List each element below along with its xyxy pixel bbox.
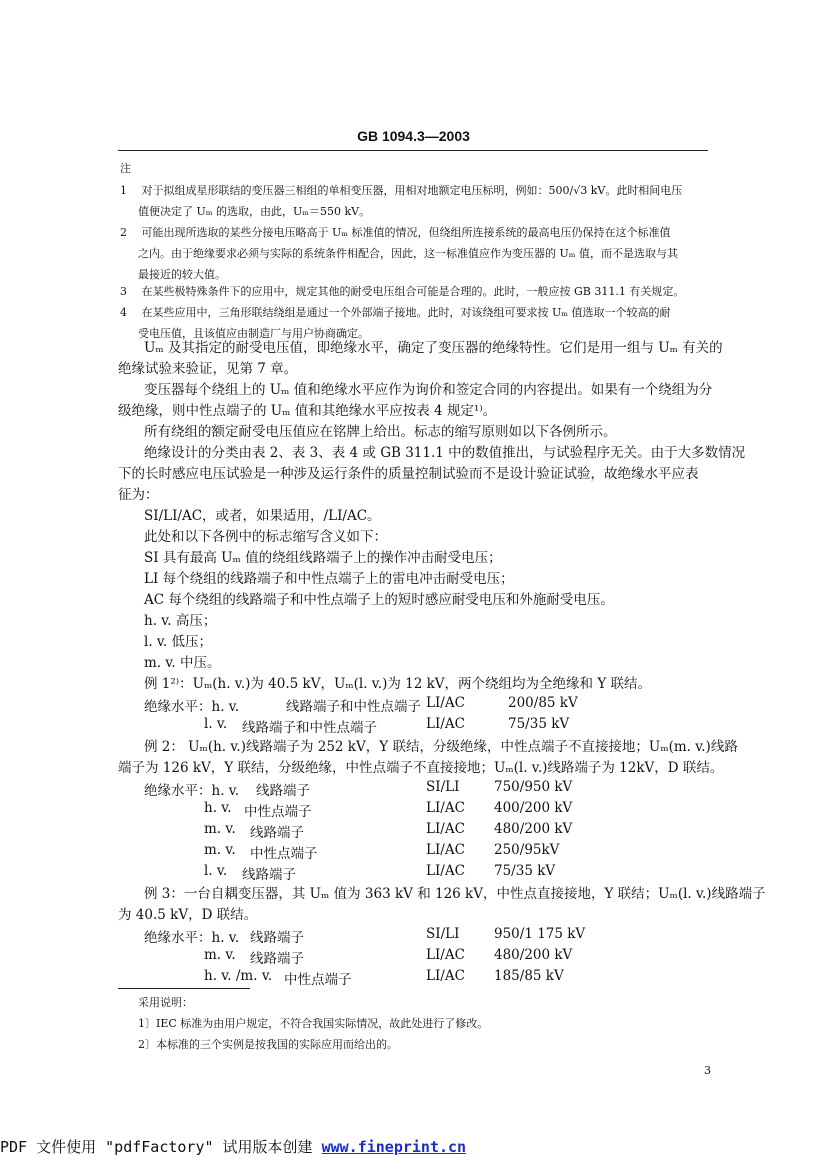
footer-link[interactable]: www.fineprint.cn bbox=[321, 1138, 467, 1156]
paragraph-3: 所有绕组的额定耐受电压值应在铭牌上给出。标志的缩写原则如以下各例所示。 bbox=[144, 424, 617, 440]
row-terminal: 线路端子和中性点端子 bbox=[286, 699, 421, 715]
note-item-3 bbox=[120, 281, 684, 302]
row-prefix: m. v. bbox=[204, 947, 236, 963]
header-rule bbox=[118, 150, 708, 151]
abbreviation-item: l. v. 低压； bbox=[144, 634, 213, 650]
row-prefix: l. v. bbox=[204, 863, 228, 879]
note-number: 1 bbox=[120, 184, 127, 197]
example-line: 端子为 126 kV，Y 联结，分级绝缘，中性点端子不直接接地；Uₘ(l. v.)线路端子为 12kV，D 联结。 bbox=[118, 760, 724, 776]
paragraph-line: 变压器每个绕组上的 Uₘ 值和绝缘水平应作为询价和签定合同的内容提出。如果有一个绕组为分 bbox=[144, 382, 713, 398]
footnote-title: 采用说明： bbox=[138, 996, 193, 1009]
row-terminal: 线路端子 bbox=[250, 825, 304, 841]
row-code: LI/AC bbox=[426, 842, 465, 858]
pdf-footer bbox=[0, 1136, 466, 1157]
row-code: LI/AC bbox=[426, 695, 465, 711]
row-terminal: 线路端子和中性点端子 bbox=[242, 720, 377, 736]
note-item-1 bbox=[120, 180, 682, 222]
example-line: 例 3：一台自耦变压器，其 Uₘ 值为 363 kV 和 126 kV，中性点直接接地，Y 联结；Uₘ(l. v.)线路端子 bbox=[144, 886, 766, 902]
insulation-row bbox=[144, 716, 704, 736]
abbreviation-item: AC 每个绕组的线路端子和中性点端子上的短时感应耐受电压和外施耐受电压。 bbox=[144, 592, 614, 608]
abbreviation-list bbox=[144, 548, 614, 674]
paragraph-1 bbox=[118, 338, 723, 380]
row-code: LI/AC bbox=[426, 947, 465, 963]
footnote-item: 1〕IEC 标准为由用户规定，不符合我国实际情况，故此处进行了修改。 bbox=[138, 1017, 489, 1030]
row-value: 75/35 kV bbox=[508, 716, 570, 732]
row-prefix: 绝缘水平：h. v. bbox=[144, 699, 240, 715]
insulation-row bbox=[144, 926, 704, 946]
row-value: 200/85 kV bbox=[508, 695, 578, 711]
abbreviation-item: m. v. 中压。 bbox=[144, 655, 221, 671]
note-number: 2 bbox=[120, 226, 127, 239]
note-text: 可能出现所选取的某些分接电压略高于 Uₘ 标准值的情况，但绕组所连接系统的最高电压仍保持在这个标准值 bbox=[141, 226, 671, 239]
note-text: 在某些极特殊条件下的应用中，规定其他的耐受电压组合可能是合理的。此时，一般应按 GB 311.1 有关规定。 bbox=[141, 285, 685, 298]
row-value: 950/1 175 kV bbox=[494, 926, 586, 942]
row-code: LI/AC bbox=[426, 800, 465, 816]
insulation-row bbox=[144, 779, 704, 799]
row-terminal: 线路端子 bbox=[250, 951, 304, 967]
insulation-row bbox=[144, 695, 704, 715]
insulation-row bbox=[144, 968, 704, 988]
row-prefix: m. v. bbox=[204, 821, 236, 837]
row-code: LI/AC bbox=[426, 821, 465, 837]
paragraph-6: 此处和以下各例中的标志缩写含义如下： bbox=[144, 529, 387, 545]
row-value: 75/35 kV bbox=[494, 863, 556, 879]
example-2-intro bbox=[118, 737, 738, 779]
insulation-row bbox=[144, 863, 704, 883]
row-value: 750/950 kV bbox=[494, 779, 573, 795]
example-line: 例 2： Uₘ(h. v.)线路端子为 252 kV，Y 联结，分级绝缘，中性点端子不直接接地；Uₘ(m. v.)线路 bbox=[144, 739, 738, 755]
note-text: 在某些应用中，三角形联结绕组是通过一个外部端子接地。此时，对该绕组可要求按 Uₘ 值选取一个较高的耐 bbox=[141, 306, 671, 319]
insulation-row bbox=[144, 947, 704, 967]
row-prefix: 绝缘水平：h. v. bbox=[144, 783, 240, 799]
row-terminal: 中性点端子 bbox=[244, 804, 312, 820]
insulation-row bbox=[144, 842, 704, 862]
row-terminal: 中性点端子 bbox=[284, 972, 352, 988]
row-terminal: 线路端子 bbox=[242, 867, 296, 883]
row-terminal: 线路端子 bbox=[256, 783, 310, 799]
row-terminal: 线路端子 bbox=[250, 930, 304, 946]
paragraph-5: SI/LI/AC，或者，如果适用，/LI/AC。 bbox=[144, 508, 381, 524]
insulation-row bbox=[144, 821, 704, 841]
note-text: 受电压值，且该值应由制造厂与用户协商确定。 bbox=[138, 327, 369, 340]
page-number: 3 bbox=[704, 1064, 711, 1077]
row-value: 400/200 kV bbox=[494, 800, 573, 816]
note-number: 4 bbox=[120, 306, 127, 319]
footnote-divider bbox=[118, 988, 250, 989]
insulation-row bbox=[144, 800, 704, 820]
abbreviation-item: SI 具有最高 Uₘ 值的绕组线路端子上的操作冲击耐受电压； bbox=[144, 550, 502, 566]
row-code: LI/AC bbox=[426, 716, 465, 732]
note-number: 3 bbox=[120, 285, 127, 298]
footnote-item: 2〕本标准的三个实例是按我国的实际应用而给出的。 bbox=[138, 1038, 398, 1051]
abbreviation-item: h. v. 高压； bbox=[144, 613, 217, 629]
row-prefix: h. v. /m. v. bbox=[204, 968, 273, 984]
example-3-intro bbox=[118, 884, 766, 926]
paragraph-line: 征为： bbox=[118, 487, 159, 503]
paragraph-4 bbox=[118, 443, 745, 506]
notes-title: 注 bbox=[120, 162, 131, 175]
paragraph-line: 绝缘设计的分类由表 2、表 3、表 4 或 GB 311.1 中的数值推出，与试验程序无关。由于大多数情况 bbox=[144, 445, 746, 461]
footer-text: PDF 文件使用 "pdfFactory" 试用版本创建 bbox=[0, 1138, 313, 1156]
paragraph-line: Uₘ 及其指定的耐受电压值，即绝缘水平，确定了变压器的绝缘特性。它们是用一组与 Uₘ 有关的 bbox=[144, 340, 723, 356]
row-prefix: l. v. bbox=[204, 716, 228, 732]
row-value: 185/85 kV bbox=[494, 968, 564, 984]
row-prefix: m. v. bbox=[204, 842, 236, 858]
row-value: 480/200 kV bbox=[494, 821, 573, 837]
paragraph-line: 绝缘试验来验证，见第 7 章。 bbox=[118, 361, 298, 377]
paragraph-line: 下的长时感应电压试验是一种涉及运行条件的质量控制试验而不是设计验证试验，故绝缘水平应表 bbox=[118, 466, 699, 482]
abbreviation-item: LI 每个绕组的线路端子和中性点端子上的雷电冲击耐受电压； bbox=[144, 571, 514, 587]
note-text: 对于拟组成星形联结的变压器三相组的单相变压器，用相对地额定电压标明，例如：500/√3 kV。此时相间电压 bbox=[141, 184, 683, 197]
paragraph-line: 级绝缘，则中性点端子的 Uₘ 值和其绝缘水平应按表 4 规定¹⁾。 bbox=[118, 403, 497, 419]
row-value: 480/200 kV bbox=[494, 947, 573, 963]
note-text: 值便决定了 Uₘ 的选取，由此，Uₘ＝550 kV。 bbox=[138, 205, 371, 218]
paragraph-2 bbox=[118, 380, 712, 422]
note-text: 之内。由于绝缘要求必须与实际的系统条件相配合，因此，这一标准值应作为变压器的 Uₘ 值，而不是选取与其 bbox=[138, 247, 679, 260]
note-item-2 bbox=[120, 222, 678, 285]
example-1-intro: 例 1²⁾：Uₘ(h. v.)为 40.5 kV，Uₘ(l. v.)为 12 kV，两个绕组均为全绝缘和 Y 联结。 bbox=[144, 676, 652, 692]
row-prefix: 绝缘水平：h. v. bbox=[144, 930, 240, 946]
row-code: SI/LI bbox=[426, 926, 460, 942]
row-code: LI/AC bbox=[426, 968, 465, 984]
row-code: LI/AC bbox=[426, 863, 465, 879]
note-text: 最接近的较大值。 bbox=[138, 268, 226, 281]
page-header: GB 1094.3—2003 bbox=[357, 128, 470, 144]
row-terminal: 中性点端子 bbox=[250, 846, 318, 862]
example-line: 为 40.5 kV，D 联结。 bbox=[118, 907, 258, 923]
row-code: SI/LI bbox=[426, 779, 460, 795]
row-prefix: h. v. bbox=[204, 800, 232, 816]
row-value: 250/95kV bbox=[494, 842, 560, 858]
